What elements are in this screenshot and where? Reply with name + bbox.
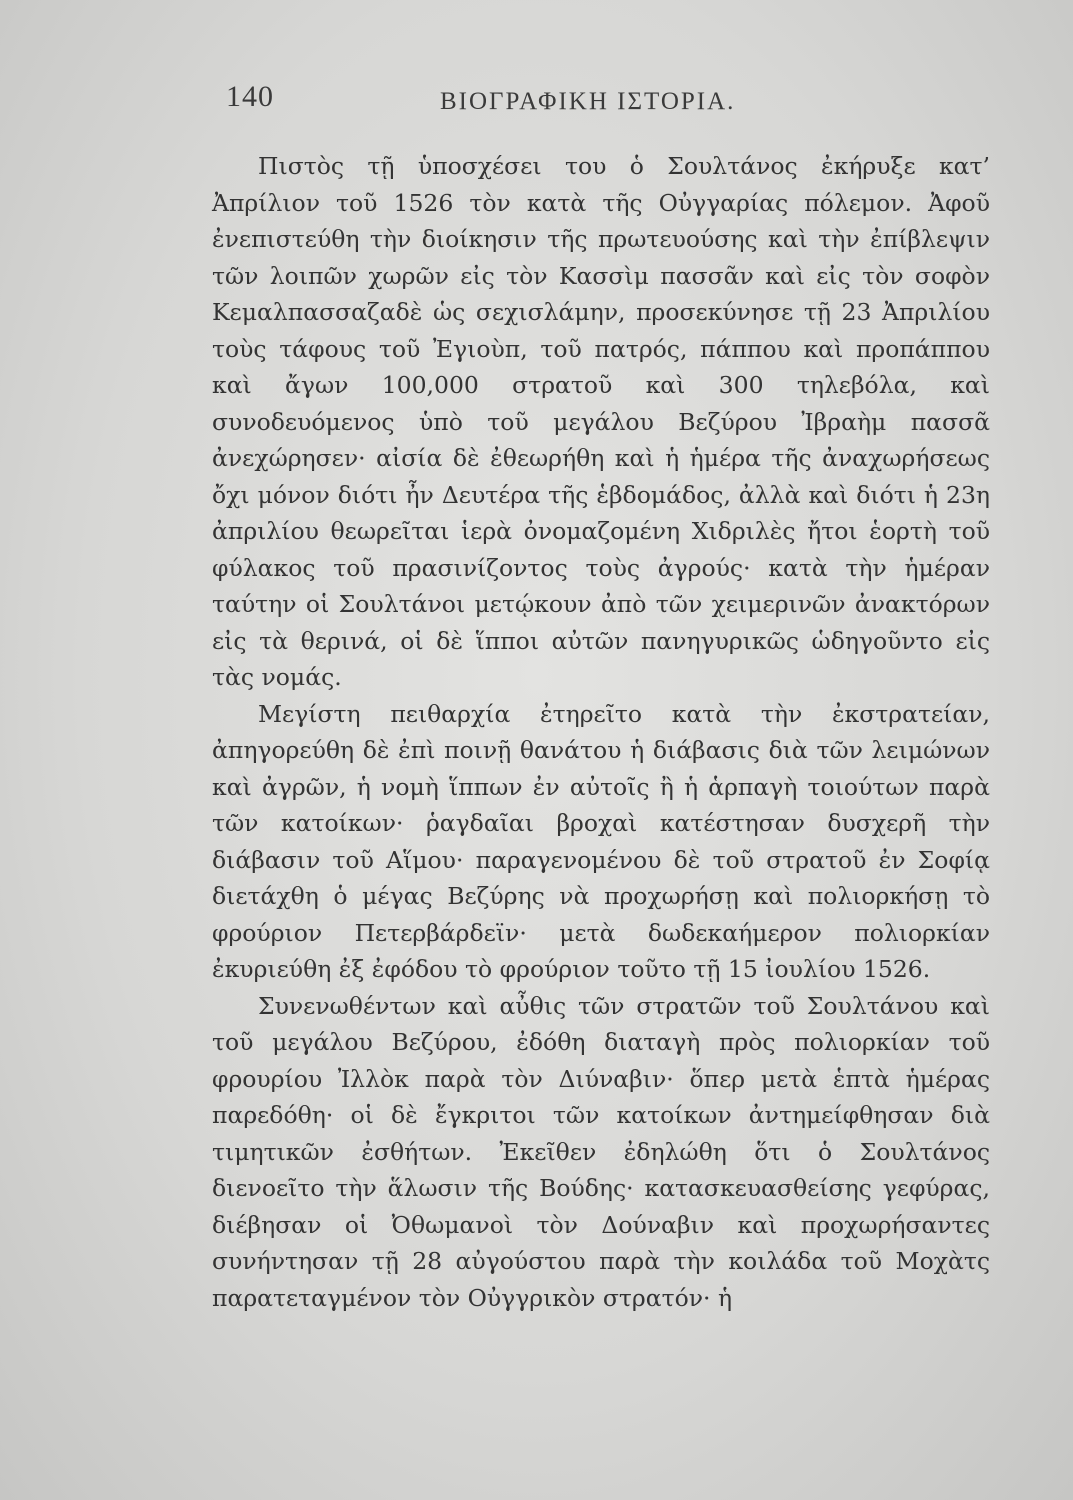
paragraph-1: Πιστὸς τῇ ὑποσχέσει του ὁ Σουλτάνος ἐκήρυξε κατ’ Ἀπρίλιον τοῦ 1526 τὸν κατὰ τῆς Οὐγγαρίας πόλεμον. Ἀφοῦ ἐνεπιστεύθη τὴν διοίκησιν τῆς πρωτευούσης καὶ τὴν ἐπίβλεψιν τῶν λοιπῶν χωρῶν εἰς τὸν Κασσὶμ πασσᾶν καὶ εἰς τὸν σοφὸν Κεμαλπασσαζαδὲ ὡς σεχισλάμην, προσεκύνησε τῇ 23 Ἀπριλίου τοὺς τάφους τοῦ Ἐγιοὺπ, τοῦ πατρός, πάππου καὶ προπάππου καὶ ἄγων 100,000 στρατοῦ καὶ 300 τηλεβόλα, καὶ συνοδευόμενος ὑπὸ τοῦ μεγάλου Βεζύρου Ἰβραὴμ πασσᾶ ἀνεχώρησεν· αἰσία δὲ ἐθεωρήθη καὶ ἡ ἡμέρα τῆς ἀναχωρήσεως ὄχι μόνον διότι ἦν Δευτέρα τῆς ἑβδομάδος, ἀλλὰ καὶ διότι ἡ 23η ἀπριλίου θεωρεῖται ἱερὰ ὀνομαζομένη Χιδριλὲς ἤτοι ἑορτὴ τοῦ φύλακος τοῦ πρασινίζοντος τοὺς ἀγρούς· κατὰ τὴν ἡμέραν ταύτην οἱ Σουλτάνοι μετῴκουν ἀπὸ τῶν χειμερινῶν ἀνακτόρων εἰς τὰ θερινά, οἱ δὲ ἵπποι αὐτῶν πανηγυρικῶς ὡδηγοῦντο εἰς τὰς νομάς. — [212, 152, 990, 691]
running-title: ΒΙΟΓΡΑΦΙΚΗ ΙΣΤΟΡΙΑ. — [440, 88, 736, 115]
paragraph-2: Μεγίστη πειθαρχία ἐτηρεῖτο κατὰ τὴν ἐκστρατείαν, ἀπηγορεύθη δὲ ἐπὶ ποινῇ θανάτου ἡ διάβασις διὰ τῶν λειμώνων καὶ ἀγρῶν, ἡ νομὴ ἵππων ἐν αὐτοῖς ἢ ἡ ἁρπαγὴ τοιούτων παρὰ τῶν κατοίκων· ῥαγδαῖαι βροχαὶ κατέστησαν δυσχερῆ τὴν διάβασιν τοῦ Αἵμου· παραγενομένου δὲ τοῦ στρατοῦ ἐν Σοφίᾳ διετάχθη ὁ μέγας Βεζύρης νὰ προχωρήσῃ καὶ πολιορκήσῃ τὸ φρούριον Πετερβάρδεϊν· μετὰ δωδεκαήμερον πολιορκίαν ἐκυριεύθη ἐξ ἐφόδου τὸ φρούριον τοῦτο τῇ 15 ἰουλίου 1526. — [212, 699, 990, 983]
paragraph-3: Συνενωθέντων καὶ αὖθις τῶν στρατῶν τοῦ Σουλτάνου καὶ τοῦ μεγάλου Βεζύρου, ἐδόθη διαταγὴ πρὸς πολιορκίαν τοῦ φρουρίου Ἰλλὸκ παρὰ τὸν Διύναβιν· ὅπερ μετὰ ἑπτὰ ἡμέρας παρεδόθη· οἱ δὲ ἔγκριτοι τῶν κατοίκων ἀντημείφθησαν διὰ τιμητικῶν ἐσθήτων. Ἐκεῖθεν ἐδηλώθη ὅτι ὁ Σουλτάνος διενοεῖτο τὴν ἅλωσιν τῆς Βούδης· κατασκευασθείσης γεφύρας, διέβησαν οἱ Ὀθωμανοὶ τὸν Δούναβιν καὶ προχωρήσαντες συνήντησαν τῇ 28 αὐγούστου παρὰ τὴν κοιλάδα τοῦ Μοχὰτς παρατεταγμένον τὸν Οὐγγρικὸν στρατόν· ἡ — [212, 991, 990, 1312]
page-header — [0, 80, 1073, 130]
body-text — [212, 148, 990, 1316]
page-number: 140 — [226, 80, 274, 113]
